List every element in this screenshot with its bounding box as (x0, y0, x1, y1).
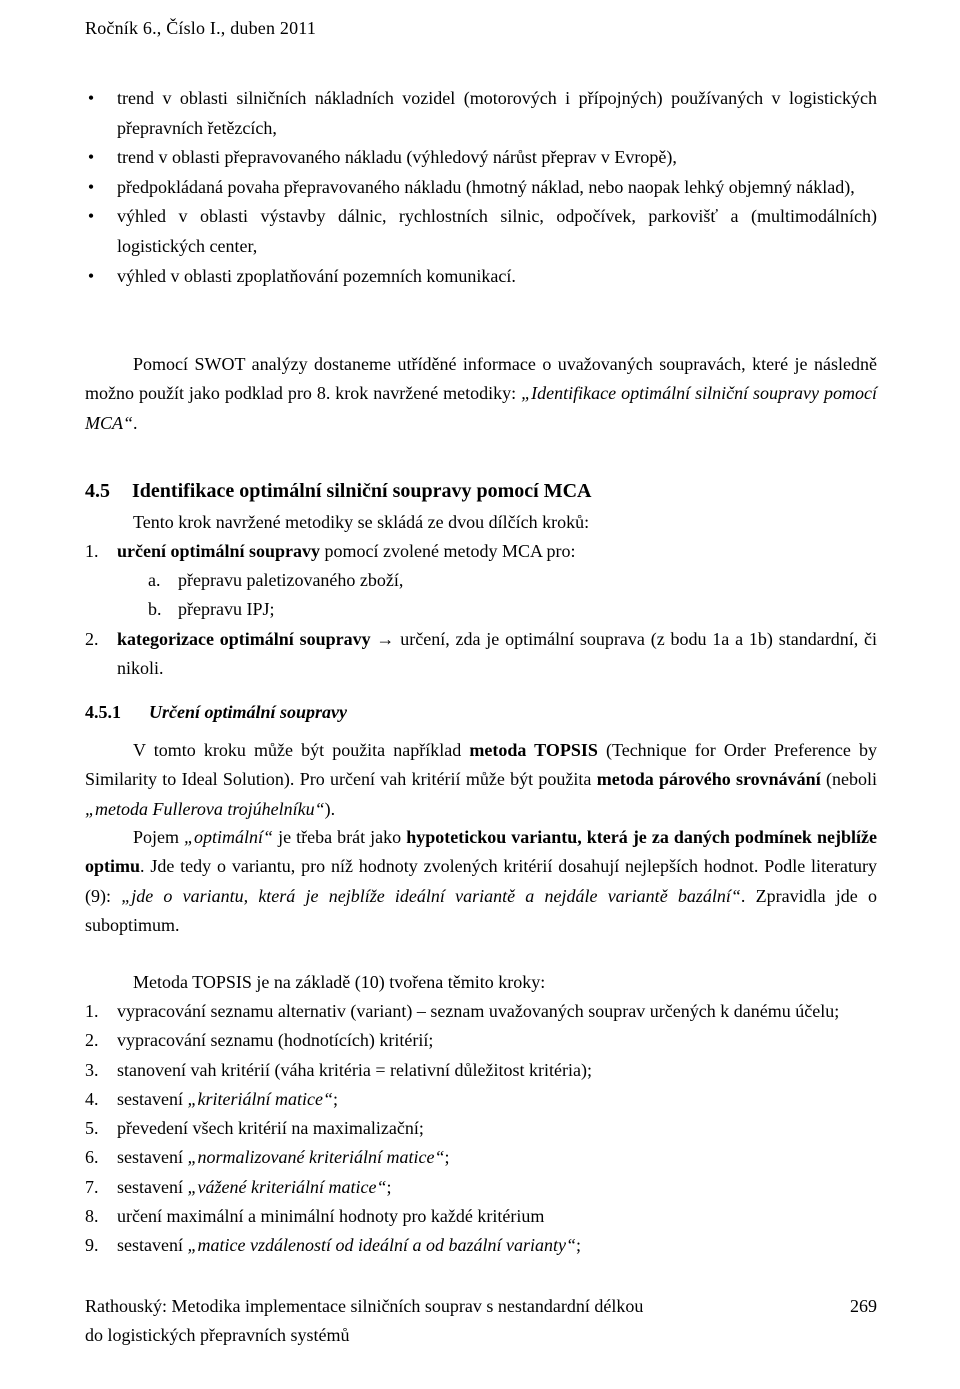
section-intro: Tento krok navržené metodiky se skládá ze dvou dílčích kroků: (133, 512, 590, 532)
paragraph-topsis: V tomto kroku může být použita například metoda TOPSIS (Technique for Order Preference by Similarity to Ideal Solution). Pro určení vah kritérií může být použita metoda párového srovnávání (neboli „metoda Fullerova trojúhelníku“). (85, 740, 878, 819)
list-item: • výhled v oblasti zpoplatňování pozemních komunikací. (85, 262, 877, 292)
list-item: b. přepravu IPJ; (148, 599, 275, 620)
steps-list (85, 537, 877, 566)
list-item: a. přepravu paletizovaného zboží, (148, 570, 404, 590)
footer-line: Rathouský: Metodika implementace silničních souprav s nestandardní délkou (85, 1296, 644, 1316)
bullet-icon: • (87, 147, 95, 168)
footer-line: do logistických přepravních systémů (85, 1325, 350, 1345)
bullet-icon: • (87, 88, 95, 108)
list-item: 2. kategorizace optimální soupravy → určení, zda je optimální souprava (z bodu 1a a 1b) standardní, či nikoli. (85, 629, 877, 679)
list-item: 9. sestavení „matice vzdáleností od ideální a od bazální varianty“; (85, 1235, 581, 1256)
list-item: 4. sestavení „kriteriální matice“; (85, 1088, 338, 1109)
paragraph-optimal: Pojem „optimální“ je třeba brát jako hypotetickou variantu, která je za daných podmínek nejblíže optimu. Jde tedy o variantu, pro níž hodnoty zvolených kritérií dosahují nejlepších hodnot. Podle literatury (9): „jde o variantu, která je nejblíže ideální variantě a nejdále variantě bazální“. Zpravidla jde o suboptimum. (85, 827, 877, 936)
subsection-heading: 4.5.1 Určení optimální soupravy (85, 702, 348, 722)
list-item: • předpokládaná povaha přepravovaného nákladu (hmotný náklad, nebo naopak lehký objemný náklad), (85, 173, 877, 203)
bullet-icon: • (87, 176, 95, 197)
list-item: • výhled v oblasti výstavby dálnic, rychlostních silnic, odpočívek, parkovišť a (multimodálních) logistických center, (85, 202, 877, 261)
topsis-intro: Metoda TOPSIS je na základě (10) tvořena těmito kroky: (133, 972, 546, 992)
list-item: 2. vypracování seznamu (hodnotících) kritérií; (85, 1030, 434, 1051)
page-number: 269 (850, 1296, 877, 1316)
list-item: 3. stanovení vah kritérií (váha kritéria = relativní důležitost kritéria); (85, 1059, 592, 1080)
substeps-list (148, 566, 448, 625)
list-item: 7. sestavení „vážené kriteriální matice“; (85, 1176, 392, 1197)
bullet-icon: • (87, 265, 95, 286)
running-header: Ročník 6., Číslo I., duben 2011 (85, 18, 317, 38)
list-item: 1. vypracování seznamu alternativ (variant) – seznam uvažovaných souprav určených k danému účelu; (85, 1001, 840, 1021)
page-footer (85, 1292, 877, 1350)
steps-list-2 (85, 625, 877, 684)
list-item: 5. převedení všech kritérií na maximalizační; (85, 1118, 424, 1139)
list-item: 1. určení optimální soupravy pomocí zvolené metody MCA pro: (85, 541, 576, 561)
list-item: • trend v oblasti přepravovaného nákladu (výhledový nárůst přeprav v Evropě), (85, 143, 877, 173)
list-item: • trend v oblasti silničních nákladních vozidel (motorových i přípojných) používaných v logistických přepravních řetězcích, (85, 84, 877, 143)
bullet-list (85, 84, 877, 291)
list-item: 8. určení maximální a minimální hodnoty pro každé kritérium (85, 1206, 545, 1227)
bullet-icon: • (87, 206, 95, 227)
section-heading: 4.5 Identifikace optimální silniční soupravy pomocí MCA (85, 480, 592, 502)
topsis-steps-list (85, 997, 877, 1261)
list-item: 6. sestavení „normalizované kriteriální matice“; (85, 1147, 450, 1168)
swot-paragraph: Pomocí SWOT analýzy dostaneme utříděné informace o uvažovaných soupravách, které je následně možno použít jako podklad pro 8. krok navržené metodiky: „Identifikace optimální silniční soupravy pomocí MCA“. (85, 354, 877, 433)
